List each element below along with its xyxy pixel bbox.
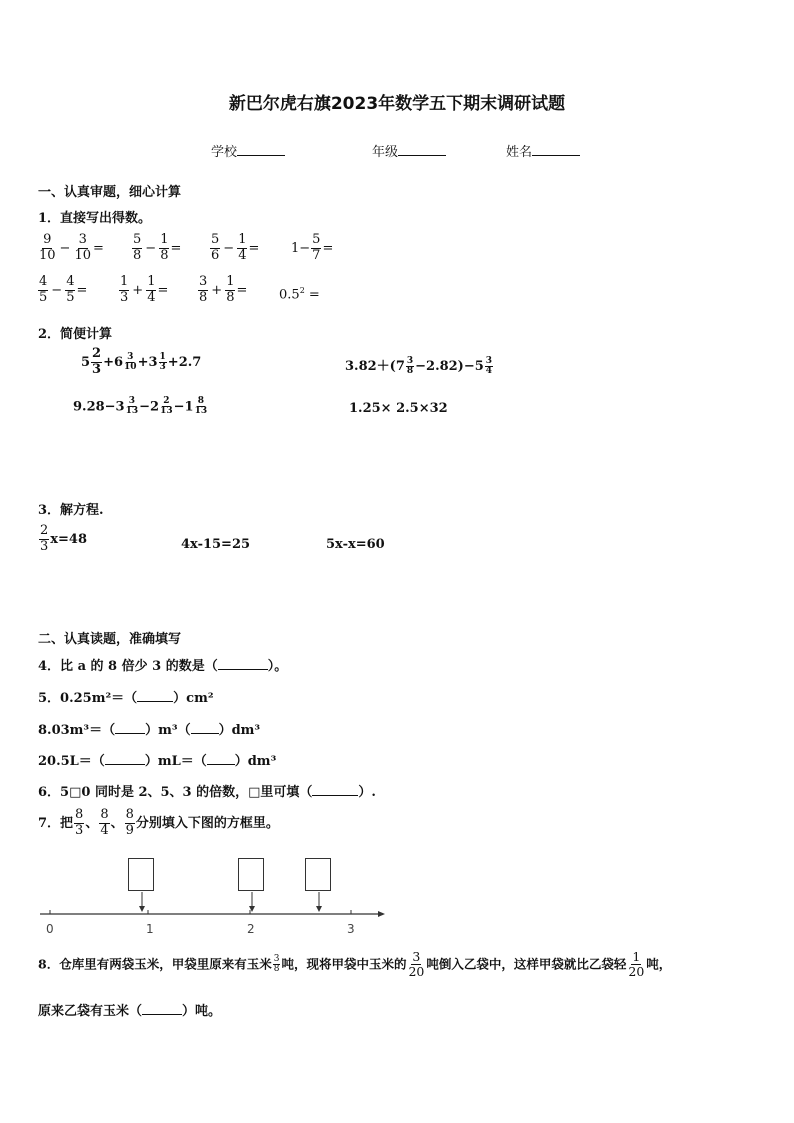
fraction: $\frac{3}{10}$ bbox=[74, 232, 91, 263]
q3-eq-1: $\frac{2}{3}$ x=48 bbox=[40, 523, 88, 554]
q2-expr-2: 3.82＋(7 $\frac{3}{8}$ −2.82)−5 $\frac{3}{4}$ bbox=[345, 355, 493, 376]
fraction: $\frac{3}{10}$ bbox=[124, 351, 137, 372]
fraction: $\frac{1}{8}$ bbox=[226, 274, 235, 305]
fraction: $\frac{2}{3}$ bbox=[40, 523, 49, 554]
fraction: $\frac{8}{9}$ bbox=[125, 807, 134, 838]
name-field[interactable] bbox=[506, 141, 580, 160]
q5-blank-1[interactable] bbox=[137, 690, 173, 702]
tick-label-0: 0 bbox=[46, 922, 54, 936]
tick-label-3: 3 bbox=[347, 922, 355, 936]
fraction: $\frac{2}{3}$ bbox=[92, 346, 102, 377]
q2-expr-4: 1.25× 2.5×32 bbox=[349, 401, 448, 416]
q6: 6．5□0 同时是 2、5、3 的倍数，□里可填（ ）. bbox=[38, 785, 376, 800]
fraction: $\frac{1}{4}$ bbox=[238, 232, 247, 263]
tick-label-2: 2 bbox=[247, 922, 255, 936]
q1-item-1: $\frac{9}{10}$ − $\frac{3}{10}$ = bbox=[39, 232, 104, 263]
fraction: $\frac{8}{13}$ bbox=[194, 396, 208, 417]
fraction: $\frac{3}{4}$ bbox=[485, 355, 493, 376]
q5-blank-5[interactable] bbox=[207, 753, 235, 765]
fraction: $\frac{3}{8}$ bbox=[406, 355, 414, 376]
q5-blank-2[interactable] bbox=[115, 722, 145, 734]
q1-item-8: $0.5^2$ = bbox=[279, 286, 320, 303]
section-2-heading: 二、认真读题，准确填写 bbox=[38, 632, 182, 647]
q5-blank-3[interactable] bbox=[191, 722, 219, 734]
q1-item-2: $\frac{5}{8}$ − $\frac{1}{8}$ = bbox=[133, 232, 182, 263]
q4: 4．比 a 的 8 倍少 3 的数是（ ）。 bbox=[38, 659, 288, 674]
fraction: $\frac{2}{13}$ bbox=[160, 396, 173, 417]
q5-blank-4[interactable] bbox=[105, 753, 145, 765]
q2-expr-3: 9.28−3 $\frac{3}{13}$ −2 $\frac{2}{13}$ −1 $\frac{8}{13}$ bbox=[73, 396, 208, 417]
q4-answer-blank[interactable] bbox=[218, 658, 268, 670]
q2-expr-1: 5 $\frac{2}{3}$ +6 $\frac{3}{10}$ +3 $\frac{1}{3}$ +2.7 bbox=[81, 346, 202, 377]
grade-label: 年级 bbox=[372, 145, 399, 160]
fraction: $\frac{1}{8}$ bbox=[160, 232, 169, 263]
fraction: $\frac{5}{8}$ bbox=[133, 232, 142, 263]
fraction: $\frac{3}{8}$ bbox=[273, 953, 280, 975]
q5-line-1: 5．0.25m²＝（ ）cm² bbox=[38, 691, 214, 706]
fraction: $\frac{1}{20}$ bbox=[628, 949, 645, 980]
q1-item-6: $\frac{1}{3}$ + $\frac{1}{4}$ = bbox=[120, 274, 169, 305]
fraction: $\frac{1}{3}$ bbox=[159, 351, 166, 372]
q1-item-5: $\frac{4}{5}$ − $\frac{4}{5}$ = bbox=[39, 274, 88, 305]
q1-label: 1．直接写出得数。 bbox=[38, 211, 152, 226]
school-field[interactable] bbox=[211, 141, 285, 160]
section-1-heading: 一、认真审题，细心计算 bbox=[38, 185, 182, 200]
fraction: $\frac{3}{20}$ bbox=[408, 949, 425, 980]
fraction: $\frac{9}{10}$ bbox=[39, 232, 56, 263]
tick-label-1: 1 bbox=[146, 922, 154, 936]
number-line bbox=[38, 886, 388, 926]
name-label: 姓名 bbox=[506, 145, 533, 160]
fraction: $\frac{4}{5}$ bbox=[39, 274, 48, 305]
q8-line-2: 原来乙袋有玉米（ ）吨。 bbox=[38, 1004, 222, 1019]
q7: 7．把 $\frac{8}{3}$ 、 $\frac{8}{4}$ 、 $\frac{8}{9}$ 分别填入下图的方框里。 bbox=[38, 807, 279, 838]
q8-answer-blank[interactable] bbox=[142, 1003, 182, 1015]
page-title: 新巴尔虎右旗2023年数学五下期末调研试题 bbox=[228, 94, 566, 114]
q3-eq-2: 4x-15=25 bbox=[181, 537, 251, 552]
q2-label: 2．简便计算 bbox=[38, 327, 113, 342]
q6-answer-blank[interactable] bbox=[312, 784, 358, 796]
q1-item-7: $\frac{3}{8}$ + $\frac{1}{8}$ = bbox=[199, 274, 248, 305]
q8-line-1: 8．仓库里有两袋玉米，甲袋里原来有玉米 $\frac{3}{8}$ 吨，现将甲袋中玉米的 $\frac{3}{20}$ 吨倒入乙袋中，这样甲袋就比乙袋轻 $\frac{1}{20}$ 吨， bbox=[38, 949, 672, 980]
fraction: $\frac{8}{4}$ bbox=[100, 807, 109, 838]
grade-blank[interactable] bbox=[398, 143, 446, 156]
fraction: $\frac{4}{5}$ bbox=[66, 274, 75, 305]
q1-item-3: $\frac{5}{6}$ − $\frac{1}{4}$ = bbox=[211, 232, 260, 263]
fraction: $\frac{5}{6}$ bbox=[211, 232, 220, 263]
school-blank[interactable] bbox=[237, 143, 285, 156]
q1-item-4: 1− $\frac{5}{7}$ = bbox=[291, 232, 334, 263]
school-label: 学校 bbox=[211, 145, 238, 160]
q3-label: 3．解方程. bbox=[38, 503, 104, 518]
fraction: $\frac{3}{13}$ bbox=[125, 396, 139, 417]
name-blank[interactable] bbox=[532, 143, 580, 156]
grade-field[interactable] bbox=[372, 141, 446, 160]
fraction: $\frac{5}{7}$ bbox=[312, 232, 321, 263]
q5-line-3: 20.5L＝（ ）mL＝（ ）dm³ bbox=[38, 754, 277, 769]
q5-line-2: 8.03m³＝（ ）m³（ ）dm³ bbox=[38, 723, 261, 738]
fraction: $\frac{1}{4}$ bbox=[147, 274, 156, 305]
q3-eq-3: 5x-x=60 bbox=[326, 537, 385, 552]
fraction: $\frac{1}{3}$ bbox=[120, 274, 129, 305]
fraction: $\frac{8}{3}$ bbox=[75, 807, 84, 838]
fraction: $\frac{3}{8}$ bbox=[199, 274, 208, 305]
